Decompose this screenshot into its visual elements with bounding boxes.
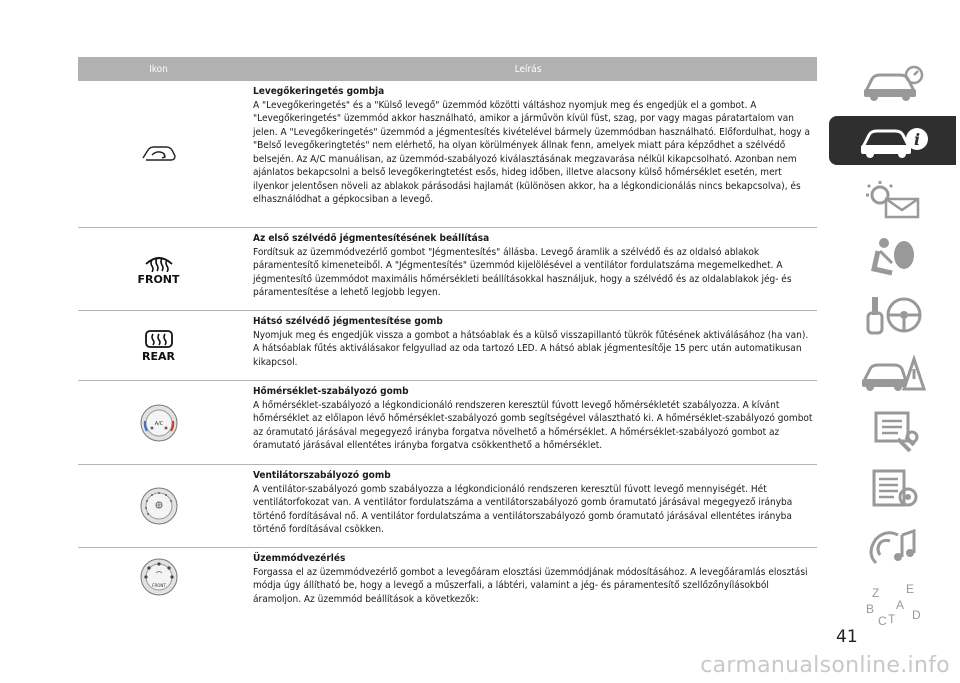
tab-service-tools[interactable] bbox=[829, 406, 956, 455]
fan-knob-icon bbox=[139, 486, 179, 526]
table-row bbox=[78, 548, 817, 606]
row-body: Nyomjuk meg és engedjük vissza a gombot a hátsóablak és a külső visszapillantó tükrök fűtésének aktiválásához (ha van). A hátsóablak fűtés aktiválásakor felgyullad az oda tartozó LED. A hátsó ablak jégmentesítője 15 perc után automatikusan kikapcsol. bbox=[253, 329, 809, 368]
description-cell bbox=[239, 548, 817, 606]
row-body: Forgassa el az üzemmódvezérlő gombot a levegőáram elosztási üzemmódjának módosításához. A levegőáramlás elosztási módja úgy állítható be, hogy a levegő a műszerfali, a lábtéri, valamint a jég- és páramentesítő szellőzőnyílásokból áramoljon. Az üzemmód beállítások a következők: bbox=[253, 566, 808, 605]
header-description-column: Leírás bbox=[514, 63, 542, 75]
watermark: carmanualsonline.info bbox=[700, 653, 950, 678]
alphabetical-index-icon bbox=[858, 583, 928, 627]
row-title: Hátsó szélvédő jégmentesítése gomb bbox=[253, 316, 443, 327]
temperature-knob-icon bbox=[139, 403, 179, 443]
tab-car-dashboard[interactable] bbox=[829, 58, 956, 107]
service-tools-icon bbox=[858, 409, 928, 453]
description-cell bbox=[239, 381, 817, 464]
car-info-icon bbox=[853, 121, 933, 161]
index-letter: T bbox=[887, 611, 895, 626]
tab-warning-lights[interactable] bbox=[829, 174, 956, 223]
row-title: Üzemmódvezérlés bbox=[253, 553, 346, 564]
table-row bbox=[78, 81, 817, 228]
table-row bbox=[78, 381, 817, 465]
index-letter: E bbox=[905, 582, 914, 596]
description-cell bbox=[239, 465, 817, 547]
index-letter: Z bbox=[871, 585, 879, 600]
steering-key-icon bbox=[858, 293, 928, 337]
row-title: Az első szélvédő jégmentesítésének beállítása bbox=[253, 233, 490, 244]
svg-text:i: i bbox=[913, 129, 920, 149]
table-row bbox=[78, 311, 817, 381]
warning-lights-message-icon bbox=[858, 177, 928, 221]
mode-knob-icon bbox=[139, 557, 179, 597]
index-letter: A bbox=[895, 597, 904, 612]
front-defrost-label: FRONT bbox=[137, 273, 180, 286]
tab-steering-key[interactable] bbox=[829, 290, 956, 339]
recirculation-icon bbox=[140, 144, 178, 164]
description-cell bbox=[239, 228, 817, 310]
controls-table bbox=[78, 57, 817, 606]
car-emergency-icon bbox=[858, 351, 928, 395]
tab-airbag-seatbelt[interactable] bbox=[829, 232, 956, 281]
row-body: Fordítsuk az üzemmódvezérlő gombot "Jégmentesítés" állásba. Levegő áramlik a szélvédő és az oldalsó ablakok páramentesítő kimeneteiből. A "Jégmentesítés" üzemmód kijelölésével a ventilátor fordulatszáma megemelkedhet. A jégmentesítő üzemmódot maximális hőmérsékleti beállításokkal használjuk, hogy a szélvédő és az oldalablakok jég- és páramentesítése a lehető legjobb legyen. bbox=[253, 246, 792, 298]
tab-specifications[interactable] bbox=[829, 464, 956, 513]
icon-cell bbox=[78, 381, 239, 464]
tab-car-emergency[interactable] bbox=[829, 348, 956, 397]
icon-cell bbox=[78, 311, 239, 380]
car-dashboard-icon bbox=[858, 63, 928, 103]
multimedia-icon bbox=[858, 525, 928, 569]
row-body: A "Levegőkeringetés" és a "Külső levegő" üzemmód közötti váltáshoz nyomjuk meg és engedjük el a gombot. A "Levegőkeringetés" üzemmód akkor használható, amikor a járművön kívül füst, szag, por vagy magas páratartalom van jelen. A "Levegőkeringetés" üzemmód a jégmentesítés kivételével bármely üzemmódban használható. Előfordulhat, hogy a "Belső levegőkeringtetés" nem elérhető, ha olyan körülmények állnak fenn, amelyek miatt pára képződhet a szélvédő belsején. Az A/C manuálisan, az üzemmód-szabályozó kiválasztásának megzavarása nélkül kikapcsolható. Azonban nem ajánlatos bekapcsolni a belső levegőkeringtetést esős, hideg időben, illetve alacsony külső hőmérséklet esetén, mert ilyenkor jelentősen növeli az ablakok párásodási hajlamát (különösen akkor, ha a légkondicionálás nincs bekapcsolva), és elhasználódhat a gépkocsiban a levegő. bbox=[253, 99, 810, 205]
tab-car-info[interactable] bbox=[829, 116, 956, 165]
index-letter: D bbox=[911, 607, 921, 622]
row-title: Ventilátorszabályozó gomb bbox=[253, 470, 391, 481]
temperature-knob-text: A/C bbox=[154, 420, 163, 427]
icon-cell bbox=[78, 228, 239, 310]
page-number: 41 bbox=[836, 627, 858, 647]
chapter-sidebar bbox=[829, 58, 956, 638]
row-body: A ventilátor-szabályozó gomb szabályozza a légkondicionáló rendszeren keresztül fúvott levegő mennyiségét. Hét ventilátorfokozat van. A ventilátor fordulatszáma a ventilátorszabályozó gomb óramutató járásával megegyező irányba történő fordításával nő. A ventilátor fordulatszáma a ventilátorszabályozó gomb óramutató járásával ellentétes irányba történő fordításával csökken. bbox=[253, 483, 793, 535]
tab-alphabetical-index[interactable] bbox=[829, 580, 956, 629]
airbag-seatbelt-icon bbox=[858, 235, 928, 279]
icon-cell bbox=[78, 465, 239, 547]
row-title: Levegőkeringetés gombja bbox=[253, 86, 385, 97]
table-header bbox=[78, 57, 817, 81]
table-row bbox=[78, 228, 817, 311]
header-icon-column: Ikon bbox=[149, 63, 168, 75]
index-letter: C bbox=[877, 613, 887, 627]
index-letter: B bbox=[865, 601, 874, 616]
row-title: Hőmérséklet-szabályozó gomb bbox=[253, 386, 409, 397]
row-body: A hőmérséklet-szabályozó a légkondicionáló rendszeren keresztül fúvott levegő hőmérsékletét szabályozza. A kívánt hőmérséklet az előlapon lévő hőmérséklet-szabályozó gomb segítségével választható ki. A hőmérséklet-szabályozó gombot az óramutató járásával megegyező irányba forgatva növelhető a hőmérséklet. A hőmérséklet-szabályozó gombot az óramutató járásával ellentétes irányba forgatva csökkenthető a hőmérséklet. bbox=[253, 399, 813, 451]
front-defrost-icon bbox=[144, 252, 174, 272]
rear-defrost-icon bbox=[144, 329, 174, 349]
specifications-list-icon bbox=[858, 467, 928, 511]
table-row bbox=[78, 465, 817, 548]
description-cell bbox=[239, 311, 817, 380]
rear-defrost-label: REAR bbox=[142, 349, 175, 363]
mode-knob-text: FRONT bbox=[151, 583, 166, 588]
tab-multimedia[interactable] bbox=[829, 522, 956, 571]
description-cell bbox=[239, 81, 817, 227]
icon-cell bbox=[78, 81, 239, 227]
icon-cell bbox=[78, 548, 239, 606]
